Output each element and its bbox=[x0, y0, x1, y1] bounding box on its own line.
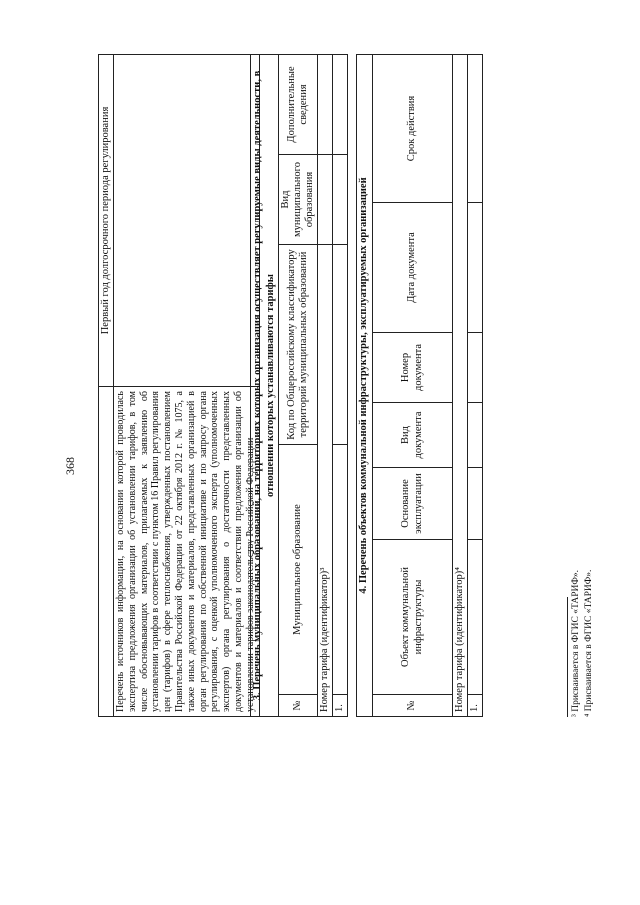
section4-col-doc-type: Вид документа bbox=[373, 403, 453, 468]
section4-col-object: Объект коммунальной инфраструктуры bbox=[373, 540, 453, 695]
section4-row-validity bbox=[468, 54, 483, 202]
section3-col-oktmo: Код по Общероссийскому классификатору территорий муниципальных образований bbox=[279, 245, 318, 445]
section3-col-additional: Дополнительные сведения bbox=[279, 54, 318, 154]
section3-tariff-row: Номер тарифа (идентификатор)³ bbox=[318, 245, 333, 717]
section3-row-number: 1. bbox=[333, 695, 348, 717]
section4-row-doc-date bbox=[468, 203, 483, 333]
info-sources-text: Перечень источников информации, на основании которой проводилась экспертиза предложения организации об установлении тарифов, в том числе обосновывающих материалов, прилагаемых к заявлению об установлении тарифов в соответствии с пунктом 16 Правил регулирования цен (тарифов) в сфере теплоснабжения, утвержденных постановлением Правительства Российской Федерации от 22 октября 2012 г. № 1075, а также иных документов и материалов, представленных организацией в орган регулирования по собственной инициативе и по запросу органа регулирования, с оценкой уполномоченного эксперта (уполномоченных экспертов) органа регулирования о достаточности представленных документов и материалов и соответствии предложения организации об установлении тарифов законодательству Российской Федерации bbox=[114, 387, 260, 717]
footnote-4: ⁴ Присваивается в ФГИС «ТАРИФ». bbox=[584, 569, 594, 717]
section4-title: 4. Перечень объектов коммунальной инфраструктуры, эксплуатируемых организацией bbox=[357, 54, 373, 716]
section3-row-oktmo bbox=[333, 245, 348, 445]
section4-tariff-row: Номер тарифа (идентификатор)⁴ bbox=[453, 54, 468, 716]
section3-tariff-cell-4 bbox=[318, 155, 333, 245]
first-year-header: Первый год долгосрочного периода регулирования bbox=[99, 55, 114, 387]
footnote-rule bbox=[567, 597, 568, 717]
section3-row-additional bbox=[333, 54, 348, 154]
section3-row-municipality bbox=[333, 445, 348, 695]
section3-col-number: № bbox=[279, 695, 318, 717]
section4-row-basis bbox=[468, 468, 483, 540]
page-number: 368 bbox=[63, 457, 77, 475]
municipalities-table bbox=[250, 54, 348, 717]
section3-row-type bbox=[333, 155, 348, 245]
section4-col-doc-date: Дата документа bbox=[373, 203, 453, 333]
section4-row-object bbox=[468, 540, 483, 695]
infrastructure-table bbox=[356, 54, 483, 717]
section4-col-doc-number: Номер документа bbox=[373, 333, 453, 403]
info-sources-table bbox=[98, 54, 260, 717]
section4-col-number: № bbox=[373, 695, 453, 717]
section3-title: 3. Перечень муниципальных образований, на территориях которых организация осуществляет регулируемые виды деятельности, в отношении которых устанавливаются тарифы bbox=[251, 54, 279, 716]
section3-tariff-cell-5 bbox=[318, 54, 333, 154]
info-sources-value bbox=[114, 55, 260, 387]
info-sources-label-empty bbox=[99, 387, 114, 717]
section4-row-doc-number bbox=[468, 333, 483, 403]
section3-col-type: Вид муниципального образования bbox=[279, 155, 318, 245]
section3-col-municipality: Муниципальное образование bbox=[279, 445, 318, 695]
footnote-3: ³ Присваивается в ФГИС «ТАРИФ». bbox=[571, 570, 581, 717]
section4-col-validity: Срок действия bbox=[373, 54, 453, 202]
section4-col-basis: Основание эксплуатации bbox=[373, 468, 453, 540]
section4-row-number: 1. bbox=[468, 695, 483, 717]
section4-row-doc-type bbox=[468, 403, 483, 468]
